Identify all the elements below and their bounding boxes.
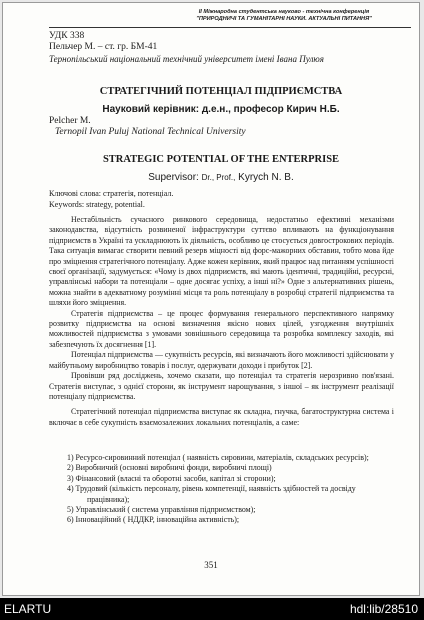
potential-list <box>49 453 394 526</box>
author-ua: Пельчер М. – ст. гр. БМ-41 <box>49 42 158 52</box>
list-item: 4) Трудовий (кількість персоналу, рівень компетенції, наявність здібностей та досвіду працівника); <box>67 484 356 504</box>
list-item: 6) Інноваційний ( НДДКР, інноваційна активність); <box>67 515 240 525</box>
title-en: STRATEGIC POTENTIAL OF THE ENTERPRISE <box>102 154 340 165</box>
article-body <box>49 215 394 428</box>
supervisor-en-degree: Dr., Prof., <box>201 173 236 182</box>
udk-code: УДК 338 <box>49 31 85 41</box>
university-ua: Тернопільський національний технічний університет імені Івана Пулюя <box>49 54 324 64</box>
paragraph: Потенціал підприємства — сукупність ресурсів, які визначають його можливості здійснювати у майбутньому виробництво товарів і послуг, одержувати доходи і прибуток [2]. <box>49 350 394 370</box>
author-en: Pelcher M. <box>49 116 91 126</box>
repository-name: ELARTU <box>4 602 52 616</box>
paragraph: Стратегічний потенціал підприємства виступає як складна, гнучка, багатоструктурна система і включає в себе сукупність взаємозалежних локальних потенціалів, а саме: <box>49 407 394 427</box>
title-ua: СТРАТЕГІЧНИЙ ПОТЕНЦІАЛ ПІДПРИЄМСТВА <box>99 86 343 97</box>
repository-footer <box>0 598 424 620</box>
list-item: 2) Виробничий (основні виробничі фонди, виробничі площі) <box>67 463 272 473</box>
keywords-en: Keywords: strategy, potential. <box>49 200 145 209</box>
paragraph: Стратегія підприємства – це процес формування генерального перспективного напрямку розвитку підприємства на основі визначення якісно нових цілей, узгодження внутрішніх можливостей підприємства з умовами зовнішнього середовища та розробка комплексу заходів, які забезпечують їх досягнення [1]. <box>49 308 394 349</box>
university-en: Ternopil Ivan Puluj National Technical University <box>55 127 246 137</box>
document-page <box>2 2 420 596</box>
list-item: 5) Управлінський ( система управління підприємством); <box>67 505 256 515</box>
conference-header <box>153 9 415 23</box>
supervisor-ua: Науковий керівник: д.е.н., професор Кирич Н.Б. <box>102 104 340 115</box>
header-divider <box>49 27 411 28</box>
paragraph: Нестабільність сучасного ринкового середовища, недостатньо ефективні механізми законодавства, відсутність розвиненої інфраструктури суттєво впливають на функціонування підприємств в Україні та ускладнюють їх діяльність, особливо це стосується довгострокових періодів. Така ситуація вимагає створити певний резерв міцності від форс-мажорних обставин, тобто мова йде про зміцнення стратегічного потенціалу. Адже кожен керівник, який працює над питанням успішності своєї організації, задумується: «Чому із двох підприємств, які мають ідентичні, традиційні, ресурсні, управлінські набори та потенціали – одне досягає успіху, а інші ні?» Одне з альтернативних рішень, можна знайти в адекватному розумінні місця та роль потенціалу в розробці стратегії підприємства та шляхи його зміцнення. <box>49 215 395 308</box>
page-number: 351 <box>204 560 218 570</box>
supervisor-en-name: Kyrych N. B. <box>238 172 294 183</box>
supervisor-en-prefix: Supervisor: <box>148 172 199 183</box>
keywords-ua: Ключові слова: стратегія, потенціал. <box>49 189 174 198</box>
paragraph: Провівши ряд досліджень, хочемо сказати, що потенціал та стратегія нерозривно пов'язані. Стратегія виступає, з однієї сторони, як інструмент нарощування, з іншої – як інструмент реалізації потенціалу підприємства. <box>49 371 394 401</box>
conference-line-2: "ПРИРОДНИЧІ ТА ГУМАНІТАРНІ НАУКИ. АКТУАЛЬНІ ПИТАННЯ" <box>196 16 372 22</box>
list-item: 1) Ресурсо-сировинний потенціал ( наявність сировини, матеріалів, складських ресурсів); <box>67 453 369 462</box>
handle-id: hdl:lib/28510 <box>349 602 418 616</box>
conference-line-1: II Міжнародна студентська науково - технічна конференція <box>198 9 370 15</box>
supervisor-en <box>33 172 409 183</box>
list-item: 3) Фінансовий (власні та оборотні засоби, капітал зі сторони); <box>67 473 276 483</box>
